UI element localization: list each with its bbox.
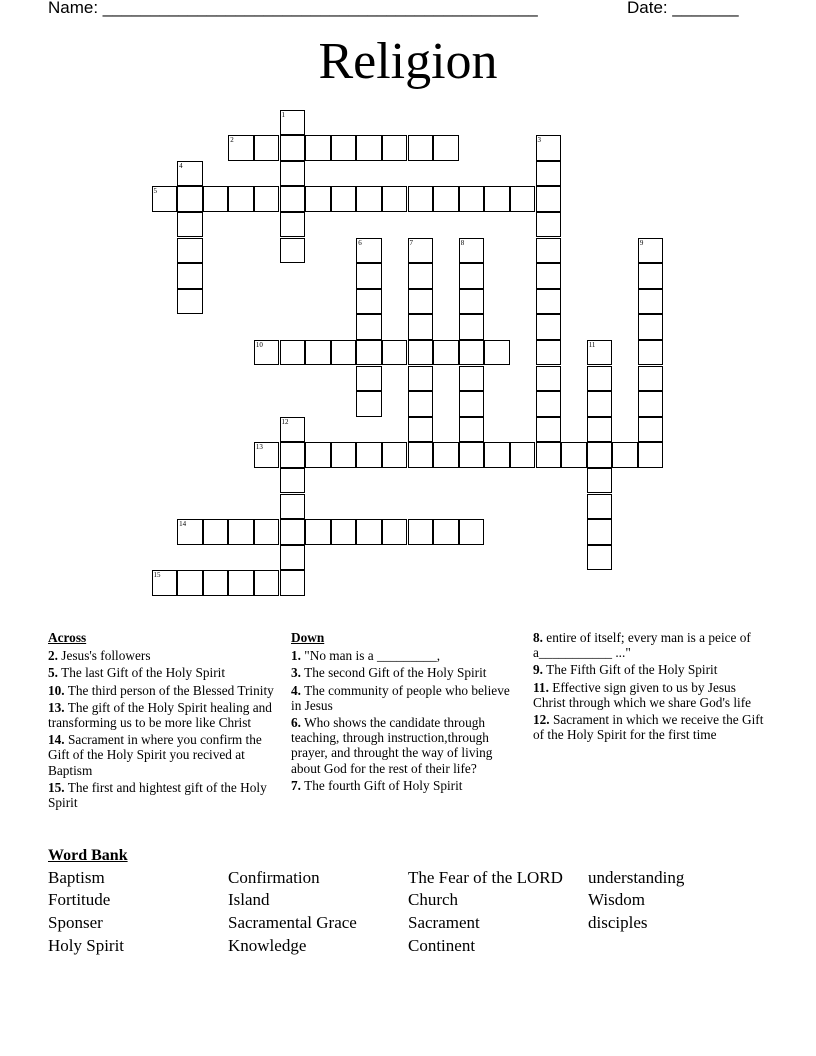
- crossword-cell[interactable]: [587, 468, 613, 494]
- crossword-cell[interactable]: [280, 186, 306, 212]
- crossword-cell[interactable]: [280, 212, 306, 238]
- word-bank-item: Sponser: [48, 913, 103, 932]
- crossword-cell[interactable]: [433, 442, 459, 468]
- cell-number: 14: [179, 520, 187, 529]
- clue-text: Sacrament in where you confirm the Gift of the Holy Spirit you recived at Baptism: [48, 732, 262, 778]
- cell-number: 8: [460, 238, 465, 247]
- crossword-cell[interactable]: [408, 238, 434, 264]
- clue-text: The third person of the Blessed Trinity: [64, 682, 274, 698]
- crossword-cell[interactable]: [331, 340, 357, 366]
- clue-item: [533, 630, 768, 660]
- crossword-cell[interactable]: [408, 186, 434, 212]
- word-bank-item: Continent: [408, 936, 476, 955]
- crossword-cell[interactable]: [177, 519, 203, 545]
- name-field-label: Name: ______________________________________________: [48, 0, 538, 17]
- crossword-cell[interactable]: [408, 263, 434, 289]
- crossword-cell[interactable]: [536, 135, 562, 161]
- crossword-cell[interactable]: [382, 340, 408, 366]
- crossword-cell[interactable]: [280, 545, 306, 571]
- crossword-cell[interactable]: [408, 289, 434, 315]
- crossword-cell[interactable]: [356, 366, 382, 392]
- crossword-cell[interactable]: [587, 340, 613, 366]
- clue-number: 5.: [48, 665, 58, 681]
- crossword-cell[interactable]: [536, 391, 562, 417]
- crossword-cell[interactable]: [305, 340, 331, 366]
- clue-number: 2.: [48, 648, 58, 664]
- crossword-cell[interactable]: [638, 366, 664, 392]
- word-bank-item: Wisdom: [588, 890, 645, 909]
- crossword-cell[interactable]: [408, 366, 434, 392]
- crossword-cell[interactable]: [177, 212, 203, 238]
- cell-number: 13: [255, 443, 263, 452]
- crossword-cell[interactable]: [331, 519, 357, 545]
- crossword-cell[interactable]: [408, 391, 434, 417]
- crossword-cell[interactable]: [280, 238, 306, 264]
- clue-item: [48, 665, 283, 680]
- clue-item: [291, 665, 521, 680]
- clue-text: entire of itself; every man is a peice of a___________ ...": [533, 630, 751, 661]
- crossword-cell[interactable]: [305, 135, 331, 161]
- cell-number: 2: [230, 136, 234, 145]
- crossword-cell[interactable]: [254, 519, 280, 545]
- word-bank-item: Sacrament: [408, 913, 480, 932]
- crossword-cell[interactable]: [280, 442, 306, 468]
- clue-number: 14.: [48, 732, 65, 748]
- crossword-cell[interactable]: [638, 263, 664, 289]
- crossword-cell[interactable]: [280, 135, 306, 161]
- word-bank-item: understanding: [588, 868, 685, 887]
- crossword-cell[interactable]: [177, 289, 203, 315]
- crossword-cell[interactable]: [331, 442, 357, 468]
- clue-text: The community of people who believe in Jesus: [291, 682, 510, 713]
- clue-number: 7.: [291, 777, 301, 793]
- crossword-cell[interactable]: [254, 340, 280, 366]
- crossword-cell[interactable]: [536, 289, 562, 315]
- crossword-cell[interactable]: [459, 417, 485, 443]
- crossword-cell[interactable]: [612, 442, 638, 468]
- crossword-cell[interactable]: [587, 366, 613, 392]
- crossword-cell[interactable]: [638, 238, 664, 264]
- crossword-cell[interactable]: [459, 366, 485, 392]
- crossword-cell[interactable]: [203, 186, 229, 212]
- crossword-cell[interactable]: [459, 340, 485, 366]
- crossword-cell[interactable]: [356, 289, 382, 315]
- crossword-cell[interactable]: [587, 519, 613, 545]
- clue-text: Jesus's followers: [57, 648, 151, 664]
- cell-number: 5: [153, 187, 157, 196]
- clue-text: The first and hightest gift of the Holy Spirit: [48, 779, 267, 811]
- crossword-cell[interactable]: [331, 186, 357, 212]
- word-bank-item: Holy Spirit: [48, 936, 125, 955]
- down-heading: Down: [291, 630, 325, 645]
- clue-item: [48, 648, 283, 663]
- crossword-cell[interactable]: [459, 442, 485, 468]
- clue-item: [48, 780, 283, 810]
- cell-number: 1: [281, 110, 285, 119]
- crossword-cell[interactable]: [536, 186, 562, 212]
- down-clues-continued: [533, 630, 768, 744]
- clue-number: 9.: [533, 662, 543, 678]
- crossword-cell[interactable]: [280, 110, 306, 136]
- crossword-cell[interactable]: [305, 186, 331, 212]
- crossword-cell[interactable]: [280, 468, 306, 494]
- clue-number: 12.: [533, 712, 550, 728]
- crossword-cell[interactable]: [408, 135, 434, 161]
- clue-item: [291, 778, 521, 793]
- crossword-cell[interactable]: [280, 340, 306, 366]
- crossword-cell[interactable]: [356, 442, 382, 468]
- crossword-cell[interactable]: [305, 519, 331, 545]
- crossword-cell[interactable]: [433, 519, 459, 545]
- crossword-cell[interactable]: [459, 263, 485, 289]
- crossword-cell[interactable]: [587, 417, 613, 443]
- crossword-cell[interactable]: [203, 519, 229, 545]
- crossword-cell[interactable]: [305, 442, 331, 468]
- crossword-cell[interactable]: [408, 417, 434, 443]
- clue-text: The gift of the Holy Spirit healing and transforming us to be more like Christ: [48, 699, 272, 731]
- crossword-cell[interactable]: [356, 314, 382, 340]
- crossword-cell[interactable]: [331, 135, 357, 161]
- clue-text: The second Gift of the Holy Spirit: [300, 665, 487, 681]
- crossword-cell[interactable]: [638, 417, 664, 443]
- crossword-cell[interactable]: [356, 391, 382, 417]
- cell-number: 11: [588, 340, 596, 349]
- word-bank-item: Sacramental Grace: [228, 913, 357, 932]
- crossword-cell[interactable]: [536, 417, 562, 443]
- crossword-cell[interactable]: [587, 545, 613, 571]
- crossword-cell[interactable]: [203, 570, 229, 596]
- clue-item: [291, 715, 521, 776]
- crossword-cell[interactable]: [484, 340, 510, 366]
- clue-item: [291, 648, 521, 663]
- cell-number: 10: [255, 340, 263, 349]
- clue-number: 3.: [291, 665, 301, 681]
- crossword-cell[interactable]: [356, 135, 382, 161]
- clue-item: [48, 732, 283, 778]
- crossword-cell[interactable]: [459, 314, 485, 340]
- clue-item: [533, 712, 768, 742]
- crossword-cell[interactable]: [587, 442, 613, 468]
- clue-number: 11.: [533, 679, 549, 695]
- crossword-cell[interactable]: [228, 519, 254, 545]
- crossword-cell[interactable]: [536, 314, 562, 340]
- crossword-cell[interactable]: [638, 442, 664, 468]
- crossword-cell[interactable]: [433, 340, 459, 366]
- clue-text: Effective sign given to us by Jesus Christ through which we share God's life: [533, 679, 752, 710]
- crossword-cell[interactable]: [280, 161, 306, 187]
- crossword-cell[interactable]: [408, 519, 434, 545]
- crossword-cell[interactable]: [177, 570, 203, 596]
- crossword-cell[interactable]: [254, 570, 280, 596]
- clue-text: The fourth Gift of Holy Spirit: [300, 777, 463, 793]
- crossword-cell[interactable]: [587, 494, 613, 520]
- crossword-cell[interactable]: [228, 570, 254, 596]
- crossword-cell[interactable]: [152, 186, 178, 212]
- word-bank-item: The Fear of the LORD: [408, 868, 563, 887]
- crossword-cell[interactable]: [459, 186, 485, 212]
- clue-number: 8.: [533, 630, 543, 645]
- crossword-cell[interactable]: [152, 570, 178, 596]
- crossword-cell[interactable]: [280, 570, 306, 596]
- cell-number: 3: [537, 136, 541, 145]
- crossword-cell[interactable]: [177, 161, 203, 187]
- word-bank-item: Baptism: [48, 868, 105, 887]
- clue-number: 6.: [291, 715, 301, 731]
- clue-text: Sacrament in which we receive the Gift of the Holy Spirit for the first time: [533, 712, 764, 743]
- clue-number: 10.: [48, 682, 65, 698]
- crossword-cell[interactable]: [638, 289, 664, 315]
- cell-number: 9: [639, 238, 644, 247]
- crossword-cell[interactable]: [638, 340, 664, 366]
- word-bank-item: Confirmation: [228, 868, 320, 887]
- crossword-cell[interactable]: [536, 263, 562, 289]
- cell-number: 4: [179, 161, 183, 170]
- clue-number: 13.: [48, 699, 65, 715]
- crossword-cell[interactable]: [638, 391, 664, 417]
- word-bank-item: disciples: [588, 913, 648, 932]
- crossword-cell[interactable]: [536, 442, 562, 468]
- crossword-cell[interactable]: [177, 186, 203, 212]
- word-bank-item: Knowledge: [228, 936, 307, 955]
- crossword-cell[interactable]: [382, 519, 408, 545]
- crossword-cell[interactable]: [356, 263, 382, 289]
- crossword-cell[interactable]: [587, 391, 613, 417]
- clue-text: "No man is a _________,: [300, 648, 441, 664]
- cell-number: 15: [153, 571, 161, 580]
- crossword-cell[interactable]: [382, 442, 408, 468]
- crossword-cell[interactable]: [356, 186, 382, 212]
- crossword-cell[interactable]: [459, 238, 485, 264]
- clue-text: The Fifth Gift of the Holy Spirit: [542, 662, 718, 678]
- crossword-cell[interactable]: [536, 366, 562, 392]
- crossword-cell[interactable]: [484, 442, 510, 468]
- crossword-cell[interactable]: [459, 519, 485, 545]
- crossword-cell[interactable]: [382, 135, 408, 161]
- crossword-cell[interactable]: [536, 161, 562, 187]
- crossword-cell[interactable]: [459, 391, 485, 417]
- crossword-cell[interactable]: [254, 135, 280, 161]
- clue-number: 1.: [291, 648, 301, 664]
- crossword-cell[interactable]: [177, 238, 203, 264]
- crossword-cell[interactable]: [228, 186, 254, 212]
- across-heading: Across: [48, 630, 87, 645]
- clue-text: Who shows the candidate through teaching, through instruction,through prayer, and throught the way of living about God for the rest of their life?: [291, 715, 493, 776]
- crossword-cell[interactable]: [280, 417, 306, 443]
- crossword-cell[interactable]: [408, 314, 434, 340]
- crossword-cell[interactable]: [356, 519, 382, 545]
- crossword-cell[interactable]: [280, 494, 306, 520]
- crossword-cell[interactable]: [280, 519, 306, 545]
- crossword-cell[interactable]: [228, 135, 254, 161]
- clue-number: 4.: [291, 682, 301, 698]
- cell-number: 6: [358, 238, 362, 247]
- clue-item: [48, 700, 283, 730]
- crossword-cell[interactable]: [408, 340, 434, 366]
- cell-number: 12: [281, 417, 289, 426]
- clue-item: [48, 683, 283, 698]
- across-clues: [48, 630, 283, 812]
- word-bank-item: Church: [408, 890, 459, 909]
- crossword-cell[interactable]: [536, 238, 562, 264]
- crossword-cell[interactable]: [433, 135, 459, 161]
- crossword-cell[interactable]: [561, 442, 587, 468]
- crossword-cell[interactable]: [382, 186, 408, 212]
- clue-item: [533, 662, 768, 677]
- clue-number: 15.: [48, 779, 65, 795]
- crossword-cell[interactable]: [510, 186, 536, 212]
- word-bank-item: Island: [228, 890, 270, 909]
- crossword-cell[interactable]: [356, 340, 382, 366]
- crossword-cell[interactable]: [254, 442, 280, 468]
- down-clues: [291, 630, 521, 795]
- crossword-cell[interactable]: [356, 238, 382, 264]
- crossword-cell[interactable]: [408, 442, 434, 468]
- crossword-cell[interactable]: [638, 314, 664, 340]
- clue-text: The last Gift of the Holy Spirit: [57, 665, 226, 681]
- crossword-cell[interactable]: [254, 186, 280, 212]
- crossword-cell[interactable]: [459, 289, 485, 315]
- crossword-cell[interactable]: [536, 212, 562, 238]
- cell-number: 7: [409, 238, 413, 247]
- word-bank-item: Fortitude: [48, 890, 111, 909]
- crossword-cell[interactable]: [536, 340, 562, 366]
- date-field-label: Date: _______: [627, 0, 739, 17]
- crossword-cell[interactable]: [484, 186, 510, 212]
- crossword-cell[interactable]: [433, 186, 459, 212]
- clue-item: [291, 683, 521, 713]
- clue-item: [533, 680, 768, 710]
- word-bank-heading: Word Bank: [48, 847, 128, 864]
- crossword-cell[interactable]: [177, 263, 203, 289]
- page-title: Religion: [318, 33, 498, 90]
- crossword-cell[interactable]: [510, 442, 536, 468]
